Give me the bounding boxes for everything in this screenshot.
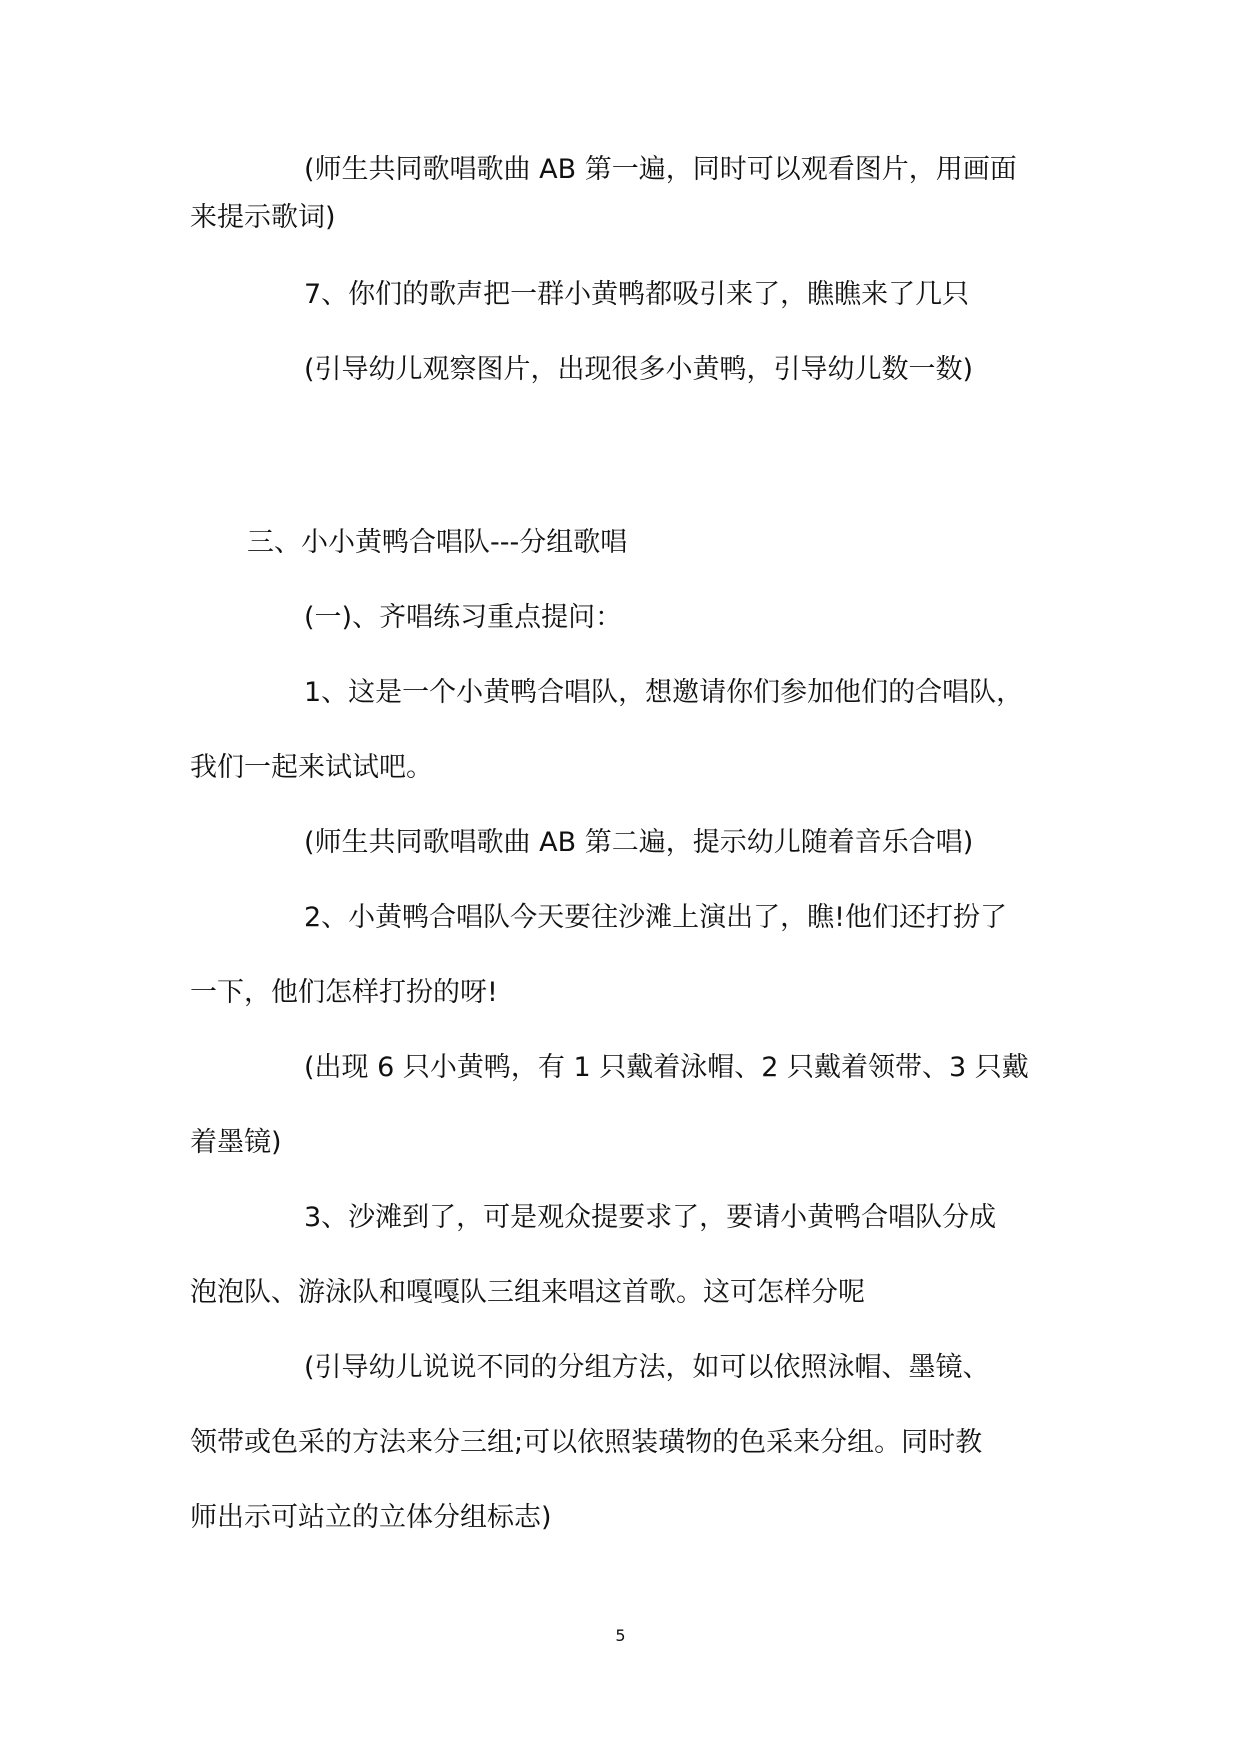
paragraph-line: 3、沙滩到了，可是观众提要求了，要请小黄鸭合唱队分成 <box>304 1202 997 1233</box>
paragraph-line: (引导幼儿说说不同的分组方法，如可以依照泳帽、墨镜、 <box>304 1352 990 1383</box>
paragraph-line: (出现 6 只小黄鸭，有 1 只戴着泳帽、2 只戴着领带、3 只戴 <box>304 1052 1029 1083</box>
section-heading: 三、小小黄鸭合唱队---分组歌唱 <box>247 527 628 558</box>
page-number: 5 <box>615 1626 626 1645</box>
paragraph-line: 1、这是一个小黄鸭合唱队，想邀请你们参加他们的合唱队， <box>304 677 1024 708</box>
paragraph-line: 师出示可站立的立体分组标志) <box>190 1502 552 1533</box>
paragraph-line: 2、小黄鸭合唱队今天要往沙滩上演出了，瞧!他们还打扮了 <box>304 902 1008 933</box>
subsection-heading: (一)、齐唱练习重点提问： <box>304 602 623 633</box>
paragraph-line: 泡泡队、游泳队和嘎嘎队三组来唱这首歌。这可怎样分呢 <box>190 1277 865 1308</box>
paragraph-line: 我们一起来试试吧。 <box>190 752 433 783</box>
paragraph-line: 一下，他们怎样打扮的呀! <box>190 977 498 1008</box>
paragraph-line: 7、你们的歌声把一群小黄鸭都吸引来了，瞧瞧来了几只 <box>304 279 970 310</box>
paragraph-line: (师生共同歌唱歌曲 AB 第二遍，提示幼儿随着音乐合唱) <box>304 827 974 858</box>
paragraph-line: 着墨镜) <box>190 1127 282 1158</box>
paragraph-line: 领带或色采的方法来分三组;可以依照装璜物的色采来分组。同时教 <box>190 1427 983 1458</box>
paragraph-line: 来提示歌词) <box>190 202 336 233</box>
paragraph-line: (师生共同歌唱歌曲 AB 第一遍，同时可以观看图片，用画面 <box>304 154 1017 185</box>
paragraph-line: (引导幼儿观察图片，出现很多小黄鸭，引导幼儿数一数) <box>304 354 974 385</box>
